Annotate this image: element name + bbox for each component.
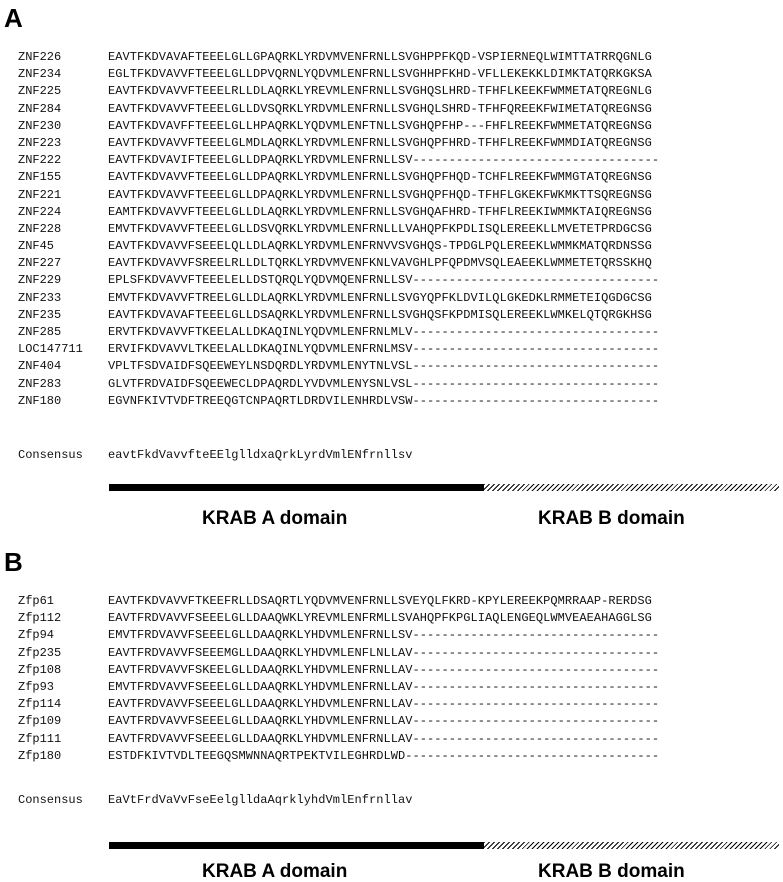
alignment-row [18,393,659,410]
protein-name: ZNF283 [18,376,62,391]
consensus-sequence: EaVtFrdVaVvFseEelglldaAqrklyhdVmlEnfrnllav [108,793,413,807]
panel-a-krab-b-label: KRAB B domain [538,508,685,529]
alignment-row [18,627,659,644]
protein-sequence: EAVTFKDVAVVFTEEELGLMDLAQRKLYRDVMLENFRNLLSVGHQPFHRD-TFHFLREEKFWMMDIATQREGNSG [108,135,652,150]
panel-b-krab-a-label: KRAB A domain [202,861,348,882]
protein-name: ZNF45 [18,239,55,254]
protein-name: Zfp235 [18,645,62,660]
protein-sequence: EAVTFKDVAVVFTEEELRLLDLAQRKLYREVMLENFRNLLSVGHQSLHRD-TFHFLKEEKFWMMETATQREGNLG [108,84,652,99]
alignment-row [18,696,659,713]
protein-sequence: EAVTFRDVAVVFSEEELGLLDAAQRKLYHDVMLENFRNLLAV---------------------------------- [108,714,660,729]
panel-b-consensus-row [18,792,413,809]
protein-name: ZNF155 [18,170,62,185]
protein-name: Zfp108 [18,662,62,677]
protein-sequence: ESTDFKIVTVDLTEEGQSMWNNAQRTPEKTVILEGHRDLWD----------------------------------- [108,748,660,763]
protein-name: ZNF221 [18,187,62,202]
protein-sequence: EGVNFKIVTVDFTREEQGTCNPAQRTLDRDVILENHRDLVSW---------------------------------- [108,393,660,408]
alignment-row [18,341,659,358]
consensus-sequence: eavtFkdVavvfteEElglldxaQrkLyrdVmlENfrnllsv [108,448,413,462]
protein-name: ZNF229 [18,273,62,288]
protein-sequence: EAVTFKDVAVVFTEEELGLLDVSQRKLYRDVMLENFRNLLSVGHQLSHRD-TFHFQREEKFWIMETATQREGNSG [108,101,652,116]
alignment-row [18,101,659,118]
protein-name: Zfp180 [18,748,62,763]
consensus-label: Consensus [18,448,83,462]
protein-name: ZNF223 [18,135,62,150]
protein-sequence: VPLTFSDVAIDFSQEEWEYLNSDQRDLYRDVMLENYTNLVSL---------------------------------- [108,359,660,374]
protein-sequence: EMVTFKDVAVVFTEEELGLLDSVQRKLYRDVMLENFRNLLLVAHQPFKPDLISQLEREEKLLMVETETPRDGCSG [108,221,652,236]
protein-sequence: EAVTFRDVAVVFSEEEMGLLDAAQRKLYHDVMLENFLNLLAV---------------------------------- [108,645,660,660]
panel-a-alignment [18,49,659,410]
alignment-row [18,731,659,748]
consensus-label: Consensus [18,793,83,807]
panel-a-krab-a-bar [109,484,484,491]
protein-sequence: EMVTFKDVAVVFTREELGLLDLAQRKLYRDVMLENFRNLLSVGYQPFKLDVILQLGKEDKLRMMETEIQGDGCSG [108,290,652,305]
alignment-row [18,358,659,375]
protein-name: Zfp109 [18,714,62,729]
protein-name: ZNF225 [18,84,62,99]
protein-sequence: EMVTFRDVAVVFSEEELGLLDAAQRKLYHDVMLENFRNLLSV---------------------------------- [108,628,660,643]
protein-sequence: EGLTFKDVAVVFTEEELGLLDPVQRNLYQDVMLENFRNLLSVGHHPFKHD-VFLLEKEKKLDIMKTATQRKGKSA [108,67,652,82]
alignment-row [18,679,659,696]
protein-sequence: EAVTFRDVAVVFSEEELGLLDAAQRKLYHDVMLENFRNLLAV---------------------------------- [108,731,660,746]
protein-sequence: EAVTFKDVAVVFTEEELGLLDPAQRKLYRDVMLENFRNLLSVGHQPFHQD-TFHFLGKEKFWKMKTTSQREGNSG [108,187,652,202]
alignment-row [18,83,659,100]
protein-name: Zfp114 [18,697,62,712]
alignment-row [18,221,659,238]
protein-sequence: EMVTFRDVAVVFSEEELGLLDAAQRKLYHDVMLENFRNLLAV---------------------------------- [108,679,660,694]
alignment-row [18,272,659,289]
protein-sequence: EAVTFKDVAVVFSREELRLLDLTQRKLYRDVMVENFKNLVAVGHLPFQPDMVSQLEAEEKLWMMETETQRSSKHQ [108,256,652,271]
protein-sequence: EAVTFKDVAVVFTEEELGLLDPAQRKLYRDVMLENFRNLLSVGHQPFHQD-TCHFLREEKFWMMGTATQREGNSG [108,170,652,185]
protein-sequence: EAVTFKDVAVAFTEEELGLLGPAQRKLYRDVMVENFRNLLSVGHPPFKQD-VSPIERNEQLWIMTTATRRQGNLG [108,50,652,64]
protein-name: ZNF404 [18,359,62,374]
alignment-row [18,204,659,221]
alignment-row [18,662,659,679]
protein-name: ZNF234 [18,67,62,82]
panel-b-krab-a-bar [109,842,484,849]
protein-sequence: EAVTFKDVAVAFTEEELGLLDSAQRKLYRDVMLENFRNLLSVGHQSFKPDMISQLEREEKLWMKELQTQRGKHSG [108,307,652,322]
protein-name: ZNF180 [18,393,62,408]
protein-sequence: EAVTFKDVAVVFTKEEFRLLDSAQRTLYQDVMVENFRNLLSVEYQLFKRD-KPYLEREEKPQMRRAAP-RERDSG [108,594,652,608]
protein-sequence: EPLSFKDVAVVFTEEELELLDSTQRQLYQDVMQENFRNLLSV---------------------------------- [108,273,660,288]
protein-name: ZNF233 [18,290,62,305]
panel-a-krab-a-label: KRAB A domain [202,508,348,529]
alignment-row [18,748,659,765]
panel-a-consensus-row [18,447,413,464]
alignment-row [18,152,659,169]
alignment-row [18,324,659,341]
alignment-row [18,290,659,307]
panel-b-letter: B [4,547,23,577]
alignment-row [18,255,659,272]
protein-name: LOC147711 [18,342,83,357]
panel-a-krab-b-bar [484,484,779,491]
alignment-row [18,49,659,66]
panel-a-letter: A [4,3,23,33]
protein-sequence: EAVTFKDVAVVFSEEELQLLDLAQRKLYRDVMLENFRNVVSVGHQS-TPDGLPQLEREEKLWMMKMATQRDNSSG [108,239,652,254]
protein-sequence: ERVTFKDVAVVFTKEELALLDKAQINLYQDVMLENFRNLMLV---------------------------------- [108,325,660,339]
protein-sequence: EAVTFRDVAVVFSKEELGLLDAAQRKLYHDVMLENFRNLLAV---------------------------------- [108,662,660,677]
alignment-row [18,713,659,730]
protein-name: Zfp112 [18,611,62,626]
panel-b-krab-b-label: KRAB B domain [538,861,685,882]
protein-sequence: EAMTFKDVAVVFTEEELGLLDLAQRKLYRDVMLENFRNLLSVGHQAFHRD-TFHFLREEKIWMMKTAIQREGNSG [108,204,652,219]
protein-sequence: EAVTFRDVAVVFSEEELGLLDAAQRKLYHDVMLENFRNLLAV---------------------------------- [108,697,660,712]
alignment-row [18,238,659,255]
alignment-row [18,66,659,83]
protein-name: Zfp61 [18,594,55,608]
panel-b-alignment [18,593,659,765]
protein-sequence: ERVIFKDVAVVLTKEELALLDKAQINLYQDVMLENFRNLMSV---------------------------------- [108,342,660,357]
protein-sequence: EAVTFKDVAVIFTEEELGLLDPAQRKLYRDVMLENFRNLLSV---------------------------------- [108,153,660,168]
protein-name: ZNF235 [18,307,62,322]
protein-sequence: EAVTFKDVAVFFTEEELGLLHPAQRKLYQDVMLENFTNLLSVGHQPFHP---FHFLREEKFWMMETATQREGNSG [108,118,652,133]
alignment-row [18,610,659,627]
protein-name: ZNF284 [18,101,62,116]
protein-name: ZNF224 [18,204,62,219]
protein-name: ZNF230 [18,118,62,133]
protein-sequence: EAVTFRDVAVVFSEEELGLLDAAQWKLYREVMLENFRMLLSVAHQPFKPGLIAQLENGEQLWMVEAEAHAGGLSG [108,611,652,626]
alignment-row [18,376,659,393]
panel-b-krab-b-bar [484,842,779,849]
protein-name: Zfp93 [18,679,55,694]
alignment-row [18,645,659,662]
protein-sequence: GLVTFRDVAIDFSQEEWECLDPAQRDLYVDVMLENYSNLVSL---------------------------------- [108,376,660,391]
protein-name: ZNF226 [18,50,62,64]
protein-name: ZNF222 [18,153,62,168]
alignment-row [18,187,659,204]
alignment-row [18,593,659,610]
protein-name: Zfp94 [18,628,55,643]
alignment-row [18,135,659,152]
alignment-row [18,169,659,186]
alignment-row [18,307,659,324]
protein-name: Zfp111 [18,731,62,746]
protein-name: ZNF228 [18,221,62,236]
alignment-row [18,118,659,135]
protein-name: ZNF227 [18,256,62,271]
protein-name: ZNF285 [18,325,62,339]
